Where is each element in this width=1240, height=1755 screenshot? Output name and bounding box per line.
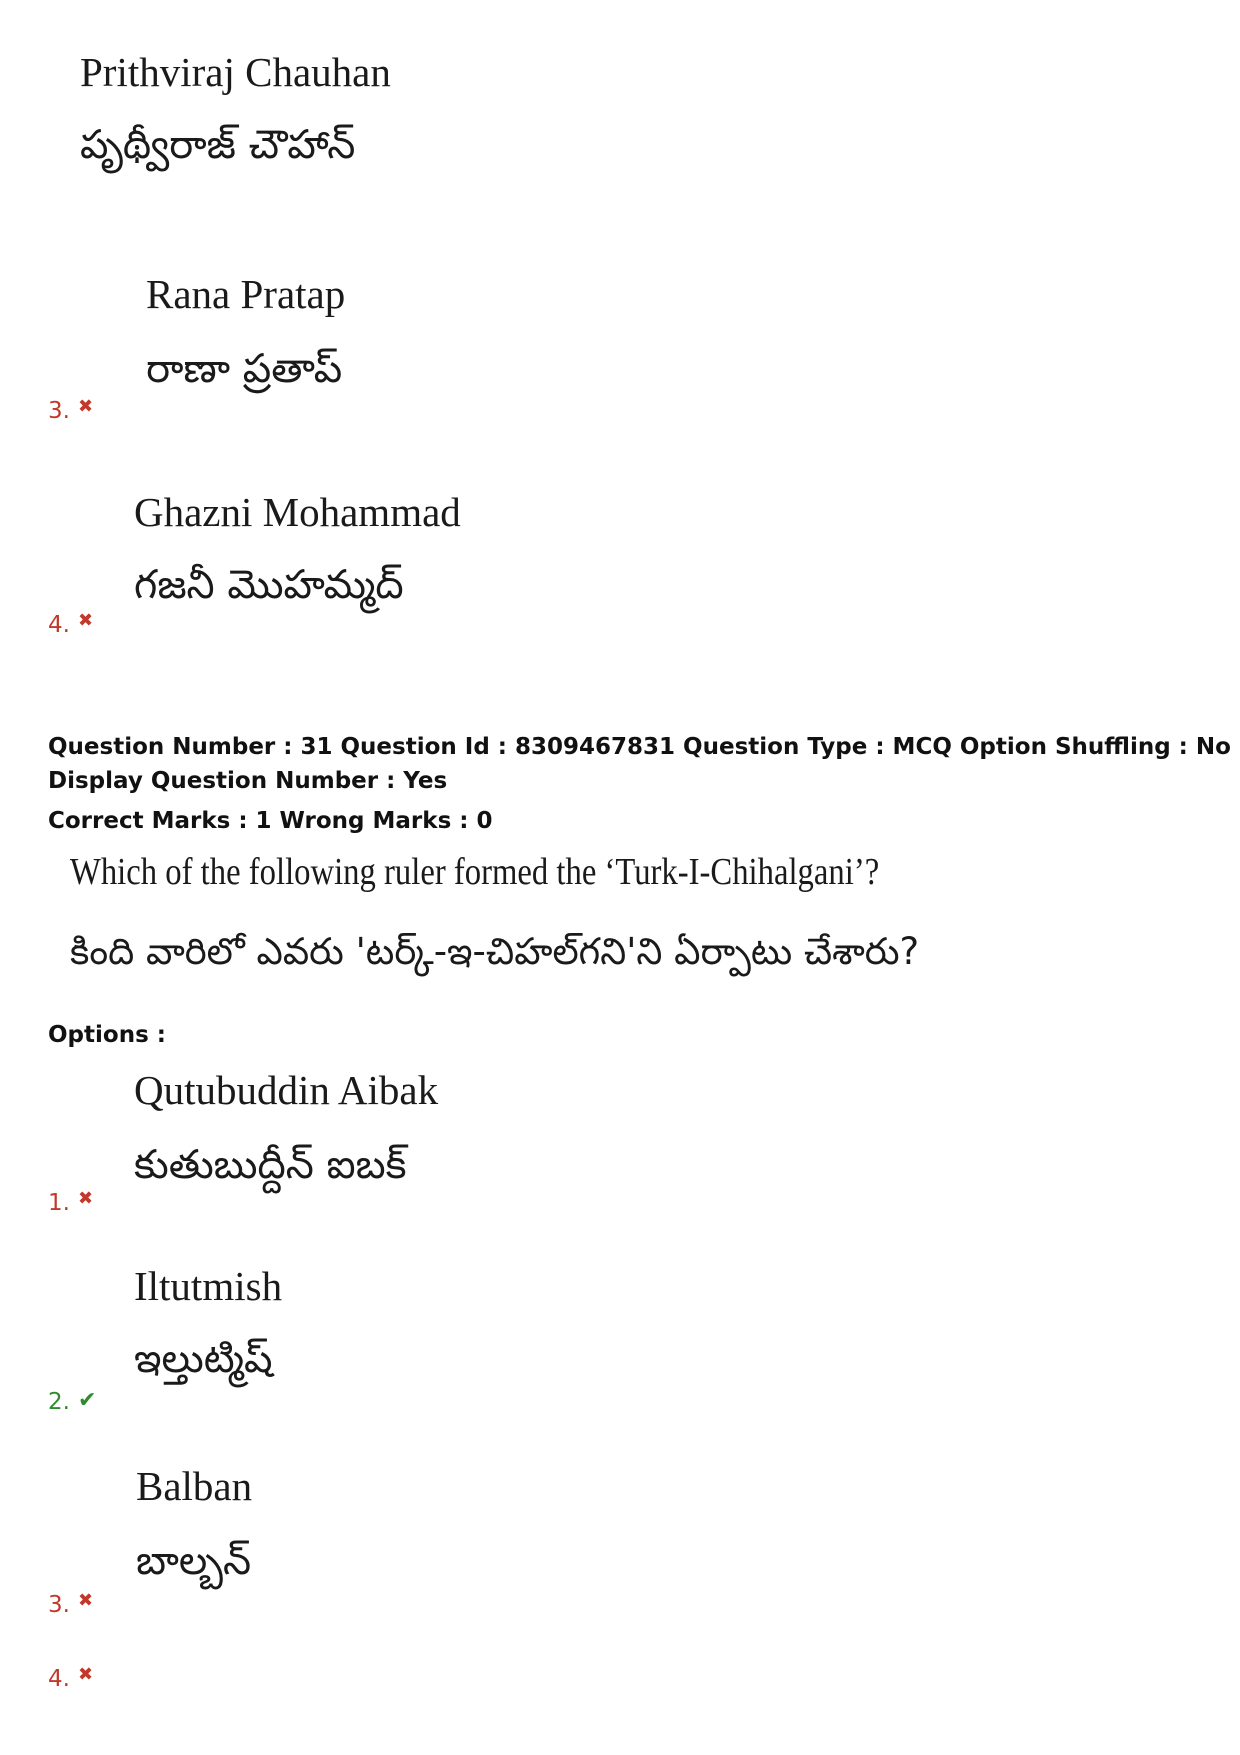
question-meta-line2: Display Question Number : Yes xyxy=(48,768,448,794)
question-meta-line1: Question Number : 31 Question Id : 8309467831 Question Type : MCQ Option Shuffling : No xyxy=(48,734,1231,760)
option3-telugu: బాల్బన్ xyxy=(136,1538,252,1584)
cross-icon: ✖ xyxy=(77,1188,94,1209)
prev-option4-telugu: గజనీ మొహమ్మద్ xyxy=(134,562,404,608)
option2-english: Iltutmish xyxy=(134,1263,283,1309)
option-number: 4. xyxy=(48,1666,70,1692)
options-label: Options : xyxy=(48,1022,166,1048)
option-number: 3. xyxy=(48,1592,70,1618)
cross-icon: ✖ xyxy=(77,1664,94,1685)
question-text-english: Which of the following ruler formed the ‘Turk-I-Chihalgani’? xyxy=(70,851,880,893)
prev-option2-telugu: పృథ్వీరాజ్ చౌహాన్ xyxy=(80,122,356,168)
cross-icon: ✖ xyxy=(77,610,94,631)
option1-marker xyxy=(48,1188,93,1216)
option1-english: Qutubuddin Aibak xyxy=(134,1067,439,1113)
prev-option2-english: Prithviraj Chauhan xyxy=(80,49,391,95)
prev-option4-english: Ghazni Mohammad xyxy=(134,489,461,535)
prev-option3-telugu: రాణా ప్రతాప్ xyxy=(146,346,343,392)
question-text-telugu: కింది వారిలో ఎవరు 'టర్క్-ఇ-చిహల్‌గని'ని ఏర్పాటు చేశారు? xyxy=(70,930,920,973)
option3-marker xyxy=(48,1590,93,1618)
option-number: 2. xyxy=(48,1389,70,1415)
prev-option3-marker xyxy=(48,396,93,424)
option2-telugu: ఇల్తుట్మిష్ xyxy=(134,1336,273,1382)
prev-option4-marker xyxy=(48,610,93,638)
option-number: 1. xyxy=(48,1190,70,1216)
option-number: 4. xyxy=(48,612,70,638)
prev-option3-english: Rana Pratap xyxy=(146,271,346,317)
option1-telugu: కుతుబుద్దీన్ ఐబక్ xyxy=(134,1142,407,1188)
option-number: 3. xyxy=(48,398,70,424)
check-icon: ✔ xyxy=(77,1388,97,1413)
option2-marker xyxy=(48,1388,96,1415)
cross-icon: ✖ xyxy=(77,396,94,417)
cross-icon: ✖ xyxy=(77,1590,94,1611)
option4-marker xyxy=(48,1664,93,1692)
option3-english: Balban xyxy=(136,1463,253,1509)
question-meta-line3: Correct Marks : 1 Wrong Marks : 0 xyxy=(48,808,493,834)
